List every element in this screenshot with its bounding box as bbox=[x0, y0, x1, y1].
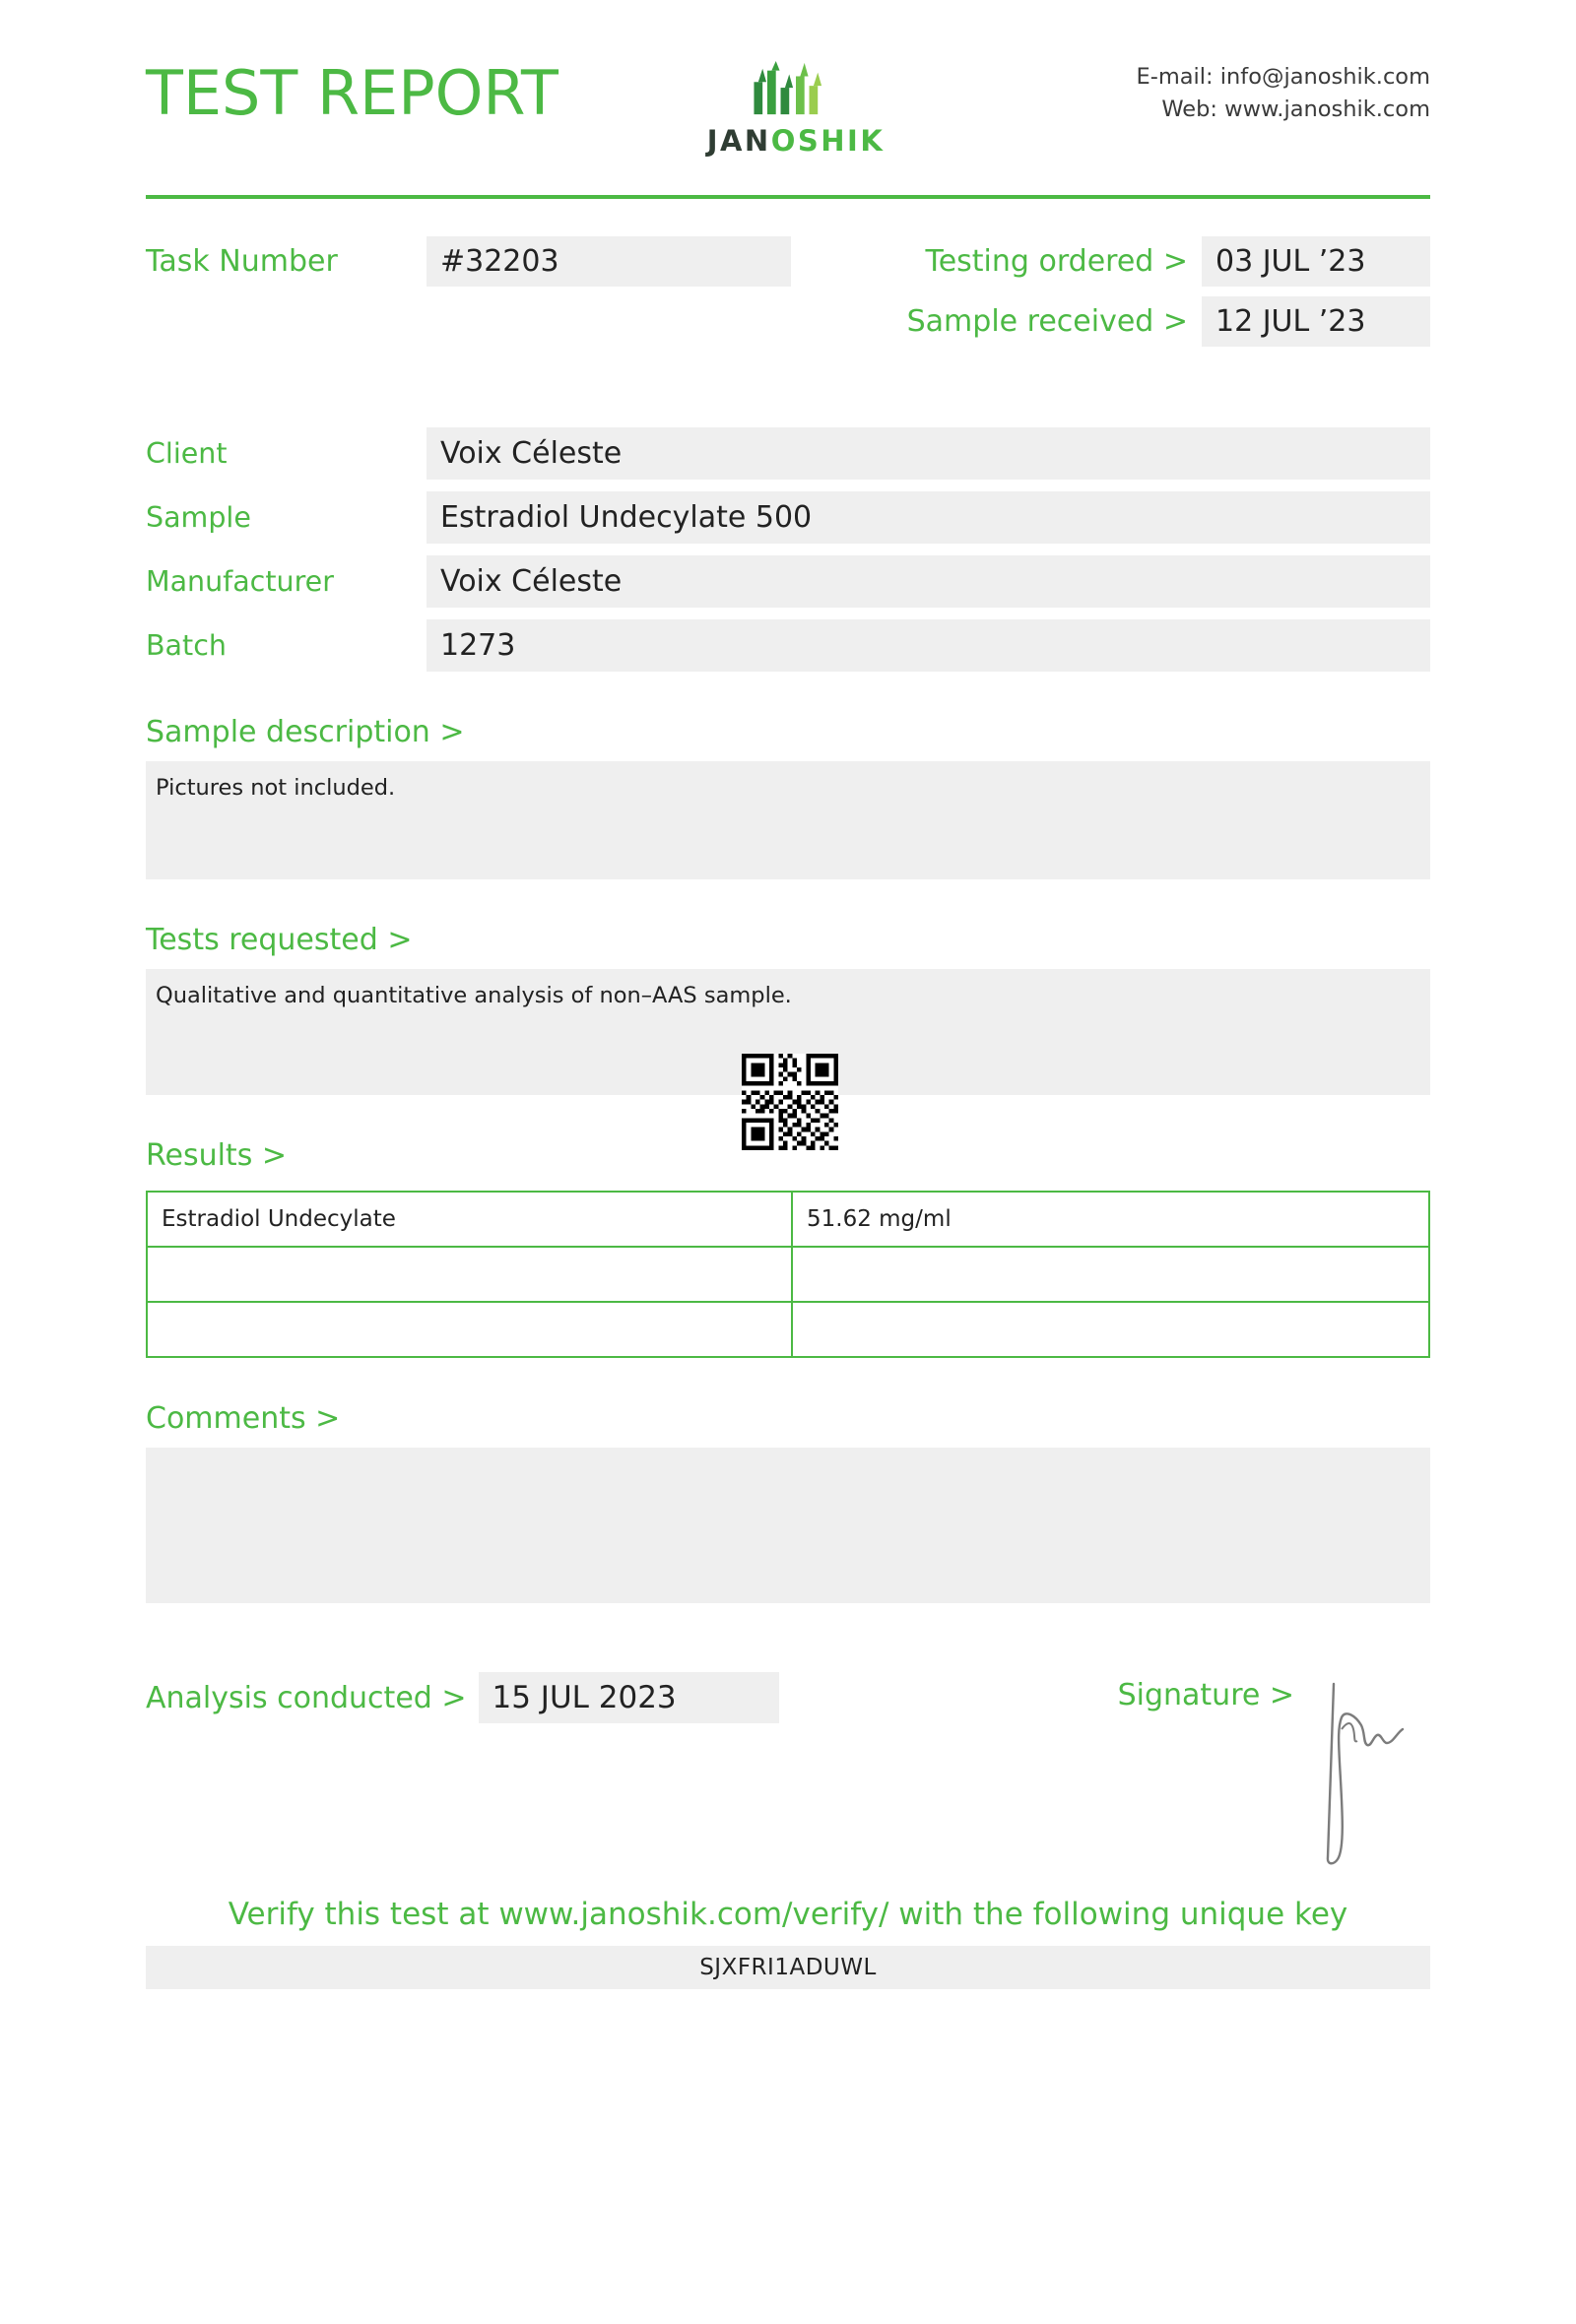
signature-icon bbox=[1312, 1672, 1430, 1869]
testing-ordered-value: 03 JUL ’23 bbox=[1202, 236, 1430, 287]
info-table bbox=[146, 427, 1430, 672]
info-row-sample bbox=[146, 491, 1430, 544]
results-title: Results > bbox=[146, 1138, 287, 1173]
dates-group bbox=[907, 236, 1430, 356]
signature-label: Signature > bbox=[1117, 1678, 1294, 1712]
comments-box bbox=[146, 1448, 1430, 1603]
client-value: Voix Céleste bbox=[427, 427, 1430, 480]
sample-received-value: 12 JUL ’23 bbox=[1202, 296, 1430, 347]
tests-requested-title: Tests requested > bbox=[146, 923, 413, 957]
sample-label: Sample bbox=[146, 501, 251, 534]
sample-received-label: Sample received > bbox=[906, 304, 1188, 339]
analysis-conducted-label: Analysis conducted > bbox=[146, 1680, 467, 1715]
mountain-logo-icon bbox=[739, 61, 853, 118]
result-value: 51.62 mg/ml bbox=[792, 1192, 1429, 1247]
result-value bbox=[792, 1302, 1429, 1357]
unique-key: SJXFRI1ADUWL bbox=[146, 1946, 1430, 1989]
client-label: Client bbox=[146, 437, 228, 470]
table-row bbox=[147, 1247, 1429, 1302]
logo-word-shik: OSHIK bbox=[770, 124, 886, 158]
info-row-manufacturer bbox=[146, 555, 1430, 608]
task-number-value: #32203 bbox=[427, 236, 791, 287]
comments-title: Comments > bbox=[146, 1401, 341, 1436]
logo-wordmark bbox=[683, 124, 909, 158]
analysis-conducted-date: 15 JUL 2023 bbox=[479, 1672, 779, 1723]
report-header bbox=[146, 0, 1430, 187]
testing-ordered-row bbox=[907, 236, 1430, 287]
contact-web: Web: www.janoshik.com bbox=[1161, 97, 1430, 122]
logo-word-jan: JAN bbox=[706, 124, 771, 158]
results-header bbox=[146, 1095, 1430, 1185]
testing-ordered-label: Testing ordered > bbox=[925, 244, 1188, 279]
sample-value: Estradiol Undecylate 500 bbox=[427, 491, 1430, 544]
task-number-group bbox=[146, 236, 791, 287]
table-row bbox=[147, 1192, 1429, 1247]
result-name: Estradiol Undecylate bbox=[147, 1192, 792, 1247]
sample-received-row bbox=[907, 296, 1430, 347]
result-name bbox=[147, 1247, 792, 1302]
manufacturer-label: Manufacturer bbox=[146, 565, 334, 598]
contact-email: E-mail: info@janoshik.com bbox=[1136, 64, 1430, 91]
task-number-label: Task Number bbox=[146, 244, 338, 279]
info-row-batch bbox=[146, 619, 1430, 672]
verify-text: Verify this test at www.janoshik.com/verify/ with the following unique key bbox=[228, 1897, 1348, 1932]
batch-label: Batch bbox=[146, 629, 227, 662]
qr-code-icon bbox=[737, 1054, 843, 1150]
contact-block bbox=[1136, 61, 1430, 125]
manufacturer-value: Voix Céleste bbox=[427, 555, 1430, 608]
tests-requested-box: Qualitative and quantitative analysis of non–AAS sample. bbox=[146, 969, 1430, 1095]
signature-row bbox=[146, 1672, 1430, 1869]
analysis-conducted-group bbox=[146, 1672, 779, 1723]
info-row-client bbox=[146, 427, 1430, 480]
page-title: TEST REPORT bbox=[146, 57, 558, 129]
table-row bbox=[147, 1302, 1429, 1357]
result-name bbox=[147, 1302, 792, 1357]
header-divider bbox=[146, 195, 1430, 199]
janoshik-logo bbox=[683, 61, 909, 158]
signature-group bbox=[1118, 1672, 1430, 1869]
results-table bbox=[146, 1191, 1430, 1358]
result-value bbox=[792, 1247, 1429, 1302]
batch-value: 1273 bbox=[427, 619, 1430, 672]
task-row bbox=[146, 236, 1430, 356]
sample-description-title: Sample description > bbox=[146, 715, 465, 749]
sample-description-box: Pictures not included. bbox=[146, 761, 1430, 879]
